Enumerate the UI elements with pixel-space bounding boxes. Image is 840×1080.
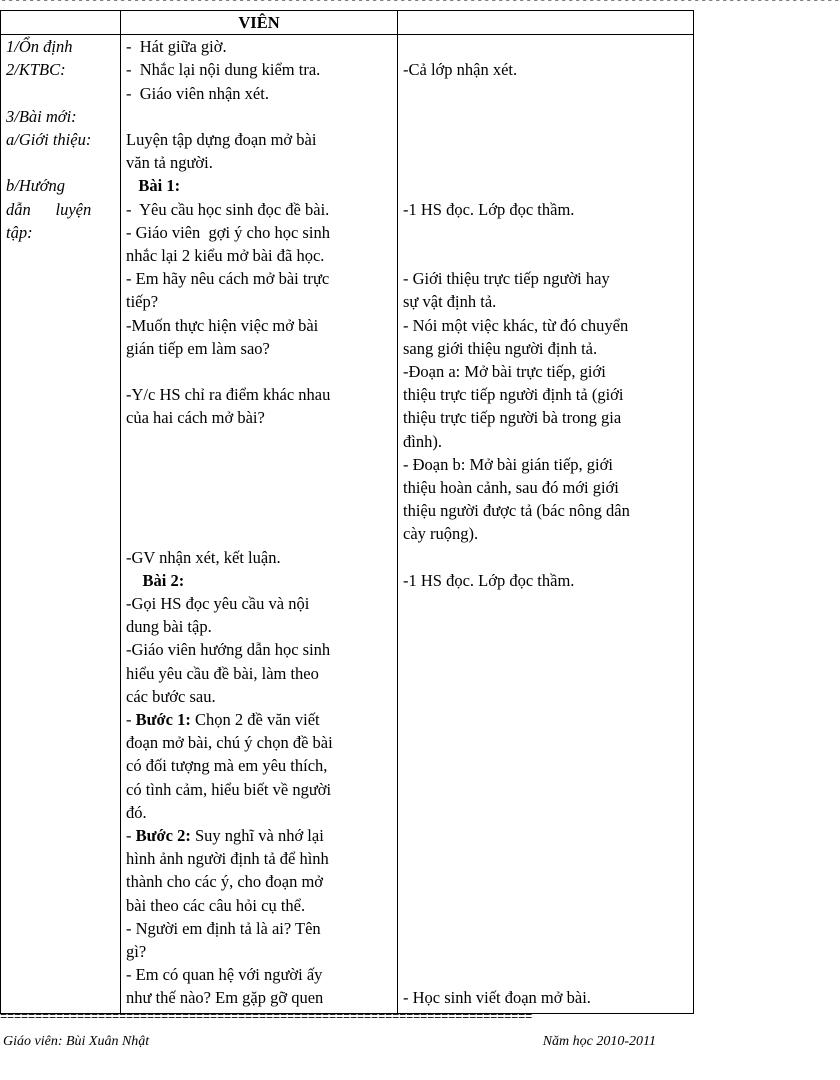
bottom-double-rule: ============================================================================ xyxy=(0,1010,533,1024)
teacher-activity-line: dung bài tập. xyxy=(126,617,212,637)
student-activity-line xyxy=(403,662,688,685)
teacher-activity-line: có tình cảm, hiểu biết về người xyxy=(126,779,332,799)
footer-teacher: Giáo viên: Bùi Xuân Nhật xyxy=(3,1034,150,1049)
student-activity-line xyxy=(403,35,688,58)
teacher-activity-line: - Giáo viên nhận xét. xyxy=(126,83,269,103)
section-line: a/Giới thiệu: xyxy=(6,130,92,149)
teacher-activity-line: - Em hãy nêu cách mở bài trực xyxy=(126,269,330,289)
page-footer xyxy=(3,1034,656,1050)
teacher-activity-line: Bài 2: xyxy=(142,570,185,590)
student-activity-line: thiệu người được tả (bác nông dân xyxy=(403,501,630,521)
teacher-activity-line xyxy=(126,430,392,453)
teacher-activity-line: -GV nhận xét, kết luận. xyxy=(126,547,281,567)
student-activity-line xyxy=(403,963,688,986)
student-activity-line xyxy=(403,731,688,754)
footer-school-year: Năm học 2010-2011 xyxy=(542,1034,656,1049)
student-activity-line: sang giới thiệu người định tả. xyxy=(403,338,598,358)
student-activity-line: - Học sinh viết đoạn mở bài. xyxy=(403,988,591,1008)
section-line: 1/Ổn định xyxy=(6,37,73,57)
header-title: VIÊN xyxy=(121,11,398,35)
teacher-activity-line: đó. xyxy=(126,802,147,822)
section-line: 3/Bài mới: xyxy=(6,106,77,126)
teacher-activity-line xyxy=(126,499,392,522)
teacher-activity-line: gián tiếp em làm sao? xyxy=(126,338,270,358)
teacher-activity-line: - Giáo viên gợi ý cho học sinh xyxy=(126,222,330,242)
teacher-activity-line: - Bước 1: Chọn 2 đề văn viết xyxy=(126,709,320,729)
student-activity-line xyxy=(403,754,688,777)
student-activity-line xyxy=(403,244,688,267)
student-activity-line xyxy=(403,174,688,197)
student-activity-line xyxy=(403,615,688,638)
teacher-activity-line xyxy=(126,360,392,383)
teacher-activity-line: -Muốn thực hiện việc mở bài xyxy=(126,315,319,335)
student-activity-line xyxy=(403,685,688,708)
student-activity-line: -Cả lớp nhận xét. xyxy=(403,60,518,80)
teacher-activity-line: -Y/c HS chỉ ra điểm khác nhau xyxy=(126,385,331,405)
student-activity-line xyxy=(403,128,688,151)
student-activity-line: thiệu hoàn cảnh, sau đó mới giới xyxy=(403,477,619,497)
section-line xyxy=(6,151,115,174)
teacher-activity-line: - Nhắc lại nội dung kiểm tra. xyxy=(126,60,321,80)
teacher-activity-line xyxy=(126,476,392,499)
section-line: 2/KTBC: xyxy=(6,60,66,80)
teacher-activity-line: hình ảnh người định tả để hình xyxy=(126,849,329,869)
teacher-activity-line: -Gọi HS đọc yêu cầu và nội xyxy=(126,593,310,613)
teacher-activity-line: Luyện tập dựng đoạn mở bài xyxy=(126,130,317,149)
student-activity-line xyxy=(403,708,688,731)
student-activity-line xyxy=(403,221,688,244)
student-activity-line: - Giới thiệu trực tiếp người hay xyxy=(403,269,610,289)
teacher-activity-line: hiểu yêu cầu đề bài, làm theo xyxy=(126,663,319,683)
student-activity-line xyxy=(403,893,688,916)
student-activity-line xyxy=(403,847,688,870)
teacher-activity-line: - Bước 2: Suy nghĩ và nhớ lại xyxy=(126,826,324,845)
student-activity-line xyxy=(403,870,688,893)
section-line: b/Hướng xyxy=(6,176,66,196)
student-activity-line: - Đoạn b: Mở bài gián tiếp, giới xyxy=(403,454,613,474)
teacher-activity-line: các bước sau. xyxy=(126,686,216,706)
lesson-plan-table xyxy=(0,10,694,1014)
teacher-activity-line: -Giáo viên hướng dẫn học sinh xyxy=(126,640,331,660)
student-activity-line: thiệu trực tiếp người bà trong gia xyxy=(403,408,622,428)
student-activity-line: -Đoạn a: Mở bài trực tiếp, giới xyxy=(403,361,606,381)
teacher-activity-line: có đối tượng mà em yêu thích, xyxy=(126,756,328,776)
header-cell-empty-3 xyxy=(398,11,694,35)
student-activity-line xyxy=(403,824,688,847)
student-activity-line: thiệu trực tiếp người định tả (giới xyxy=(403,385,624,405)
student-activity-line: -1 HS đọc. Lớp đọc thầm. xyxy=(403,570,575,590)
student-activity-line xyxy=(403,940,688,963)
teacher-activity-line xyxy=(126,522,392,545)
student-activity-line xyxy=(403,777,688,800)
teacher-activity-line xyxy=(126,453,392,476)
header-cell-empty-1 xyxy=(1,11,121,35)
section-line xyxy=(6,82,115,105)
teacher-activity-line: - Em có quan hệ với người ấy xyxy=(126,965,323,985)
teacher-activity-line: Bài 1: xyxy=(138,176,181,196)
section-line: tập: xyxy=(6,222,33,242)
student-activity-line: cày ruộng). xyxy=(403,524,479,544)
teacher-activity-line: tiếp? xyxy=(126,292,159,312)
teacher-activity-column xyxy=(121,35,398,1014)
student-activity-line xyxy=(403,638,688,661)
table-header-row xyxy=(1,11,694,35)
teacher-activity-line: - Hát giữa giờ. xyxy=(126,37,227,57)
student-activity-column xyxy=(398,35,694,1014)
student-activity-line xyxy=(403,917,688,940)
student-activity-line xyxy=(403,592,688,615)
student-activity-line: -1 HS đọc. Lớp đọc thầm. xyxy=(403,199,575,219)
teacher-activity-line: đoạn mở bài, chú ý chọn đề bài xyxy=(126,733,333,753)
student-activity-line: đình). xyxy=(403,431,442,451)
teacher-activity-line: thành cho các ý, cho đoạn mở xyxy=(126,872,324,892)
student-activity-line xyxy=(403,105,688,128)
teacher-activity-line: bài theo các câu hỏi cụ thể. xyxy=(126,895,306,915)
teacher-activity-line: của hai cách mở bài? xyxy=(126,408,265,428)
teacher-activity-line: nhắc lại 2 kiểu mở bài đã học. xyxy=(126,246,325,266)
student-activity-line xyxy=(403,546,688,569)
teacher-activity-line: - Yêu cầu học sinh đọc đề bài. xyxy=(126,199,330,219)
student-activity-line: - Nói một việc khác, từ đó chuyển xyxy=(403,315,629,335)
top-dashed-rule: ------------------------------------------------------------------------------------------------------------------------ xyxy=(0,0,840,7)
teacher-activity-line: gì? xyxy=(126,942,147,962)
teacher-activity-line: như thế nào? Em gặp gỡ quen xyxy=(126,988,324,1008)
teacher-activity-line xyxy=(126,105,392,128)
section-line: dẫn luyện xyxy=(6,199,92,219)
teacher-activity-line: - Người em định tả là ai? Tên xyxy=(126,918,321,938)
teacher-activity-line: văn tả người. xyxy=(126,153,213,173)
section-column xyxy=(1,35,121,1014)
student-activity-line: sự vật định tả. xyxy=(403,292,497,312)
table-body-row xyxy=(1,35,694,1014)
student-activity-line xyxy=(403,151,688,174)
student-activity-line xyxy=(403,801,688,824)
student-activity-line xyxy=(403,82,688,105)
